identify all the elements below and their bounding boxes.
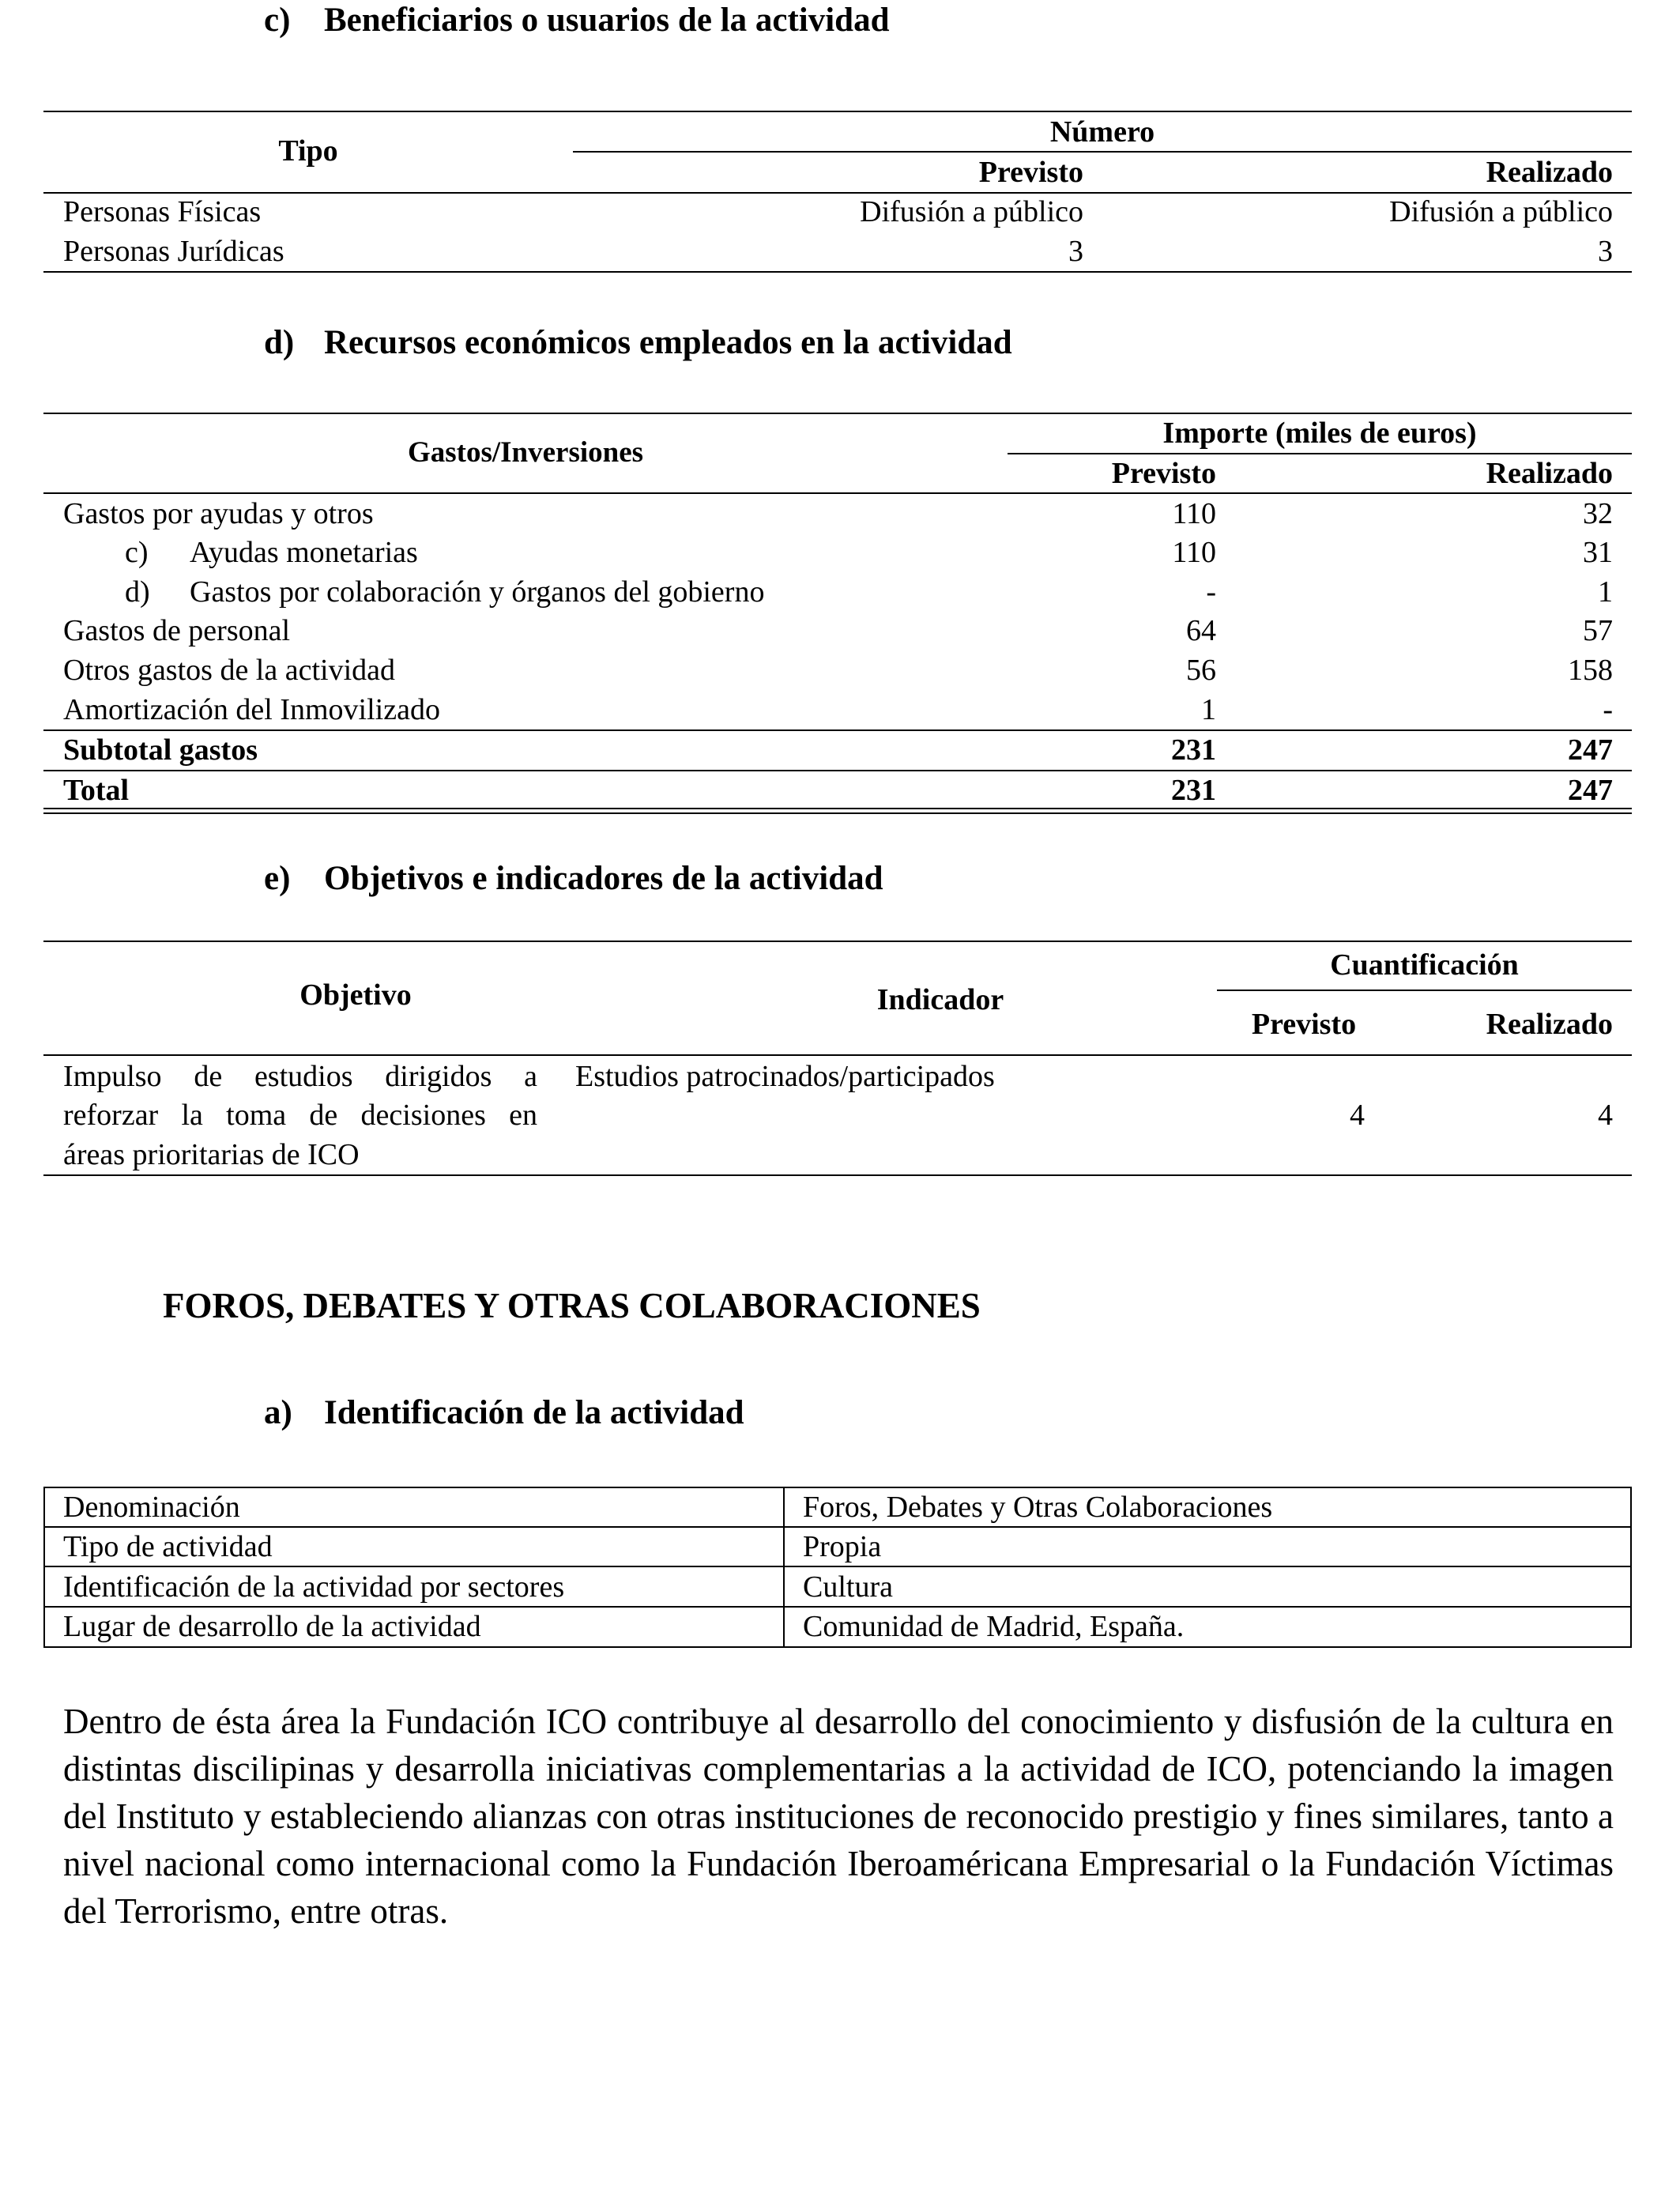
section-c-heading bbox=[264, 0, 889, 41]
section-d-title: Recursos económicos empleados en la actividad bbox=[324, 324, 1012, 361]
table-rule bbox=[43, 271, 1632, 273]
row-sub-label: c) bbox=[125, 536, 149, 569]
row-sub-label: d) bbox=[125, 575, 150, 609]
total-label: Total bbox=[63, 774, 130, 807]
row-concepto: Gastos por colaboración y órganos del gobierno bbox=[190, 575, 765, 609]
subtotal-previsto: 231 bbox=[1171, 733, 1216, 767]
row-previsto: 4 bbox=[1350, 1099, 1365, 1132]
row-concepto: Amortización del Inmovilizado bbox=[63, 693, 440, 726]
row-previsto: 3 bbox=[1068, 235, 1083, 268]
col-header-realizado: Realizado bbox=[1486, 156, 1613, 189]
row-key: Denominación bbox=[63, 1491, 240, 1524]
row-objetivo-line: Impulso de estudios dirigidos a bbox=[63, 1060, 537, 1093]
col-header-cuantificacion: Cuantificación bbox=[1330, 948, 1519, 982]
row-realizado: - bbox=[1603, 693, 1613, 726]
total-previsto: 231 bbox=[1171, 774, 1216, 807]
row-realizado: 57 bbox=[1583, 614, 1613, 647]
section-c-title: Beneficiarios o usuarios de la actividad bbox=[324, 2, 890, 39]
row-value: Foros, Debates y Otras Colaboraciones bbox=[803, 1491, 1273, 1524]
row-previsto: Difusión a público bbox=[860, 195, 1083, 228]
row-previsto: 110 bbox=[1172, 497, 1216, 530]
table-rule bbox=[43, 808, 1632, 809]
row-previsto: 56 bbox=[1186, 654, 1216, 687]
section-e-label: e) bbox=[264, 860, 291, 897]
row-previsto: 64 bbox=[1186, 614, 1216, 647]
row-objetivo-line: reforzar la toma de decisiones en bbox=[63, 1099, 537, 1132]
row-key: Identificación de la actividad por sectores bbox=[63, 1570, 565, 1604]
row-concepto: Otros gastos de la actividad bbox=[63, 654, 396, 687]
table-rule bbox=[1630, 1487, 1632, 1648]
row-objetivo-line: áreas prioritarias de ICO bbox=[63, 1138, 360, 1171]
row-previsto: - bbox=[1206, 575, 1216, 609]
section-a-title: Identificación de la actividad bbox=[324, 1394, 744, 1431]
row-value: Comunidad de Madrid, España. bbox=[803, 1610, 1185, 1643]
row-previsto: 1 bbox=[1201, 693, 1216, 726]
table-rule bbox=[43, 1054, 1632, 1056]
col-header-tipo: Tipo bbox=[278, 134, 338, 168]
table-rule bbox=[1217, 990, 1632, 991]
table-rule bbox=[43, 941, 1632, 942]
row-key: Tipo de actividad bbox=[63, 1530, 273, 1563]
subtotal-realizado: 247 bbox=[1568, 733, 1613, 767]
row-tipo: Personas Jurídicas bbox=[63, 235, 284, 268]
section-d-heading bbox=[264, 322, 1012, 364]
row-previsto: 110 bbox=[1172, 536, 1216, 569]
row-realizado: 31 bbox=[1583, 536, 1613, 569]
col-header-previsto: Previsto bbox=[978, 156, 1083, 189]
section-e-title: Objetivos e indicadores de la actividad bbox=[324, 860, 883, 897]
col-header-importe: Importe (miles de euros) bbox=[1162, 417, 1477, 450]
row-concepto: Gastos por ayudas y otros bbox=[63, 497, 374, 530]
description-paragraph: Dentro de ésta área la Fundación ICO contribuye al desarrollo del conocimiento y disfusión de la cultura en distintas discilipinas y desarrolla iniciativas complementarias a la actividad de ICO, potenciando la imagen del Instituto y estableciendo alianzas con otras instituciones de reconocido prestigio y fines similares, tanto a nivel nacional como internacional como la Fundación Iberoaméricana Empresarial o la Fundación Víctimas del Terrorismo, entre otras. bbox=[63, 1702, 1614, 1931]
row-concepto: Ayudas monetarias bbox=[190, 536, 418, 569]
col-header-realizado: Realizado bbox=[1486, 457, 1613, 490]
row-tipo: Personas Físicas bbox=[63, 195, 262, 228]
table-rule bbox=[43, 1487, 45, 1648]
table-rule bbox=[43, 812, 1632, 814]
row-key: Lugar de desarrollo de la actividad bbox=[63, 1610, 481, 1643]
col-header-previsto: Previsto bbox=[1111, 457, 1216, 490]
section-a-heading bbox=[264, 1393, 744, 1434]
row-realizado: Difusión a público bbox=[1389, 195, 1613, 228]
row-concepto: Gastos de personal bbox=[63, 614, 291, 647]
table-rule bbox=[43, 1646, 1632, 1648]
foros-heading: FOROS, DEBATES Y OTRAS COLABORACIONES bbox=[163, 1286, 981, 1325]
col-header-gastos: Gastos/Inversiones bbox=[407, 436, 644, 469]
row-value: Cultura bbox=[803, 1570, 893, 1604]
section-d-label: d) bbox=[264, 324, 295, 361]
row-realizado: 158 bbox=[1568, 654, 1613, 687]
col-header-indicador: Indicador bbox=[876, 983, 1004, 1016]
row-realizado: 1 bbox=[1598, 575, 1613, 609]
col-header-previsto: Previsto bbox=[1251, 1008, 1357, 1041]
row-realizado: 4 bbox=[1598, 1099, 1613, 1132]
row-realizado: 32 bbox=[1583, 497, 1613, 530]
table-rule bbox=[43, 1174, 1632, 1176]
row-indicador: Estudios patrocinados/participados bbox=[575, 1060, 995, 1093]
section-c-label: c) bbox=[264, 2, 291, 39]
col-header-numero: Número bbox=[1049, 115, 1155, 149]
subtotal-label: Subtotal gastos bbox=[63, 733, 258, 767]
total-realizado: 247 bbox=[1568, 774, 1613, 807]
col-header-realizado: Realizado bbox=[1486, 1008, 1613, 1041]
section-a-label: a) bbox=[264, 1394, 292, 1431]
col-header-objetivo: Objetivo bbox=[299, 978, 412, 1012]
row-realizado: 3 bbox=[1598, 235, 1613, 268]
table-rule bbox=[783, 1487, 785, 1648]
row-value: Propia bbox=[803, 1530, 882, 1563]
section-e-heading bbox=[264, 858, 883, 899]
